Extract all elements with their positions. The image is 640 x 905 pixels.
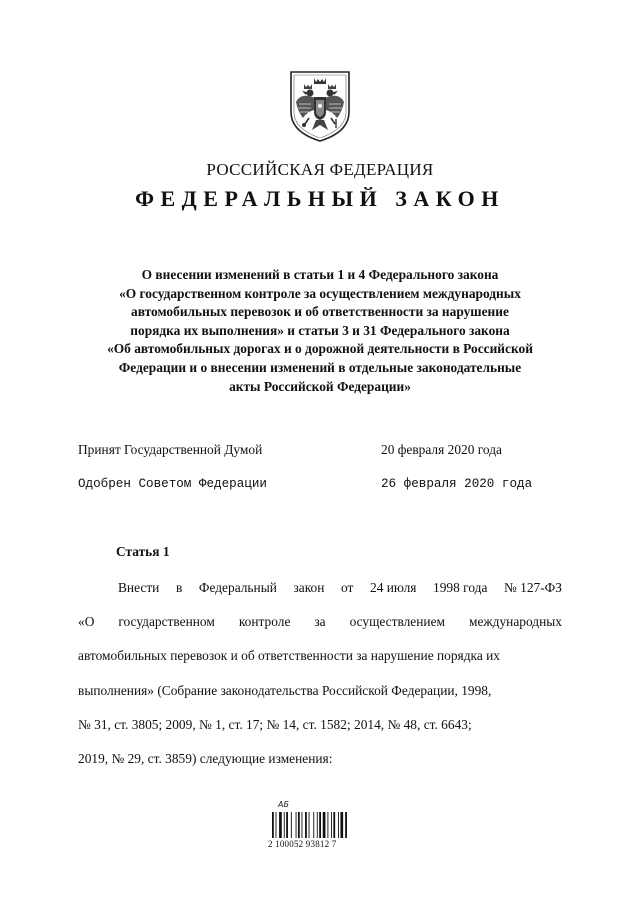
article-line: [78, 614, 562, 630]
article-word: 1998 года: [433, 580, 488, 595]
article-word: международных: [468, 614, 562, 629]
law-title-line: порядка их выполнения» и статьи 3 и 31 Федерального закона: [130, 322, 510, 338]
barcode-icon: [272, 812, 364, 838]
article-word: закон: [293, 580, 325, 595]
article-word: за: [314, 614, 326, 629]
article-word: Федеральный: [198, 580, 277, 595]
duma-adoption-label: Принят Государственной Думой: [78, 442, 263, 457]
law-type-heading: ФЕДЕРАЛЬНЫЙ ЗАКОН: [135, 186, 505, 211]
duma-adoption-date: 20 февраля 2020 года: [381, 442, 502, 457]
article-word: государственном: [118, 614, 215, 629]
law-title-line: Федерации и о внесении изменений в отдельные законодательные: [118, 359, 522, 375]
article-word: 24 июля: [370, 580, 417, 595]
barcode: [268, 800, 373, 850]
article-word: «О: [78, 614, 95, 629]
council-approval-date: 26 февраля 2020 года: [381, 477, 533, 491]
law-title-line: автомобильных перевозок и об ответственности за нарушение: [131, 304, 509, 320]
coat-of-arms-emblem: [287, 68, 353, 144]
law-title-line: О внесении изменений в статьи 1 и 4 Федерального закона: [141, 267, 499, 282]
article-line: № 31, ст. 3805; 2009, № 1, ст. 17; № 14, ст. 1582; 2014, № 48, ст. 6643;: [78, 717, 472, 732]
law-title-line: акты Российской Федерации»: [229, 378, 411, 394]
article-line: [118, 580, 562, 596]
article-heading: Статья 1: [116, 544, 170, 559]
article-word: контроле: [238, 614, 291, 629]
country-heading: РОССИЙСКАЯ ФЕДЕРАЦИЯ: [206, 160, 434, 179]
article-word: осуществлением: [349, 614, 445, 629]
barcode-number: 2 100052 93812 7: [268, 839, 337, 849]
article-word: от: [341, 580, 354, 595]
article-word: в: [175, 580, 183, 595]
law-title: [60, 266, 580, 396]
article-line: выполнения» (Собрание законодательства Российской Федерации, 1998,: [78, 683, 492, 698]
barcode-initials: АБ: [278, 800, 289, 809]
law-title-line: «Об автомобильных дорогах и о дорожной деятельности в Российской: [107, 341, 533, 357]
article-word: № 127-ФЗ: [504, 580, 562, 595]
council-approval-label: Одобрен Советом Федерации: [78, 477, 267, 491]
law-title-line: «О государственном контроле за осуществлением международных: [119, 285, 521, 301]
article-line: 2019, № 29, ст. 3859) следующие изменения:: [78, 751, 333, 766]
article-line: автомобильных перевозок и об ответственности за нарушение порядка их: [78, 648, 500, 663]
article-word: Внести: [118, 580, 160, 595]
double-headed-eagle-icon: [287, 68, 353, 144]
